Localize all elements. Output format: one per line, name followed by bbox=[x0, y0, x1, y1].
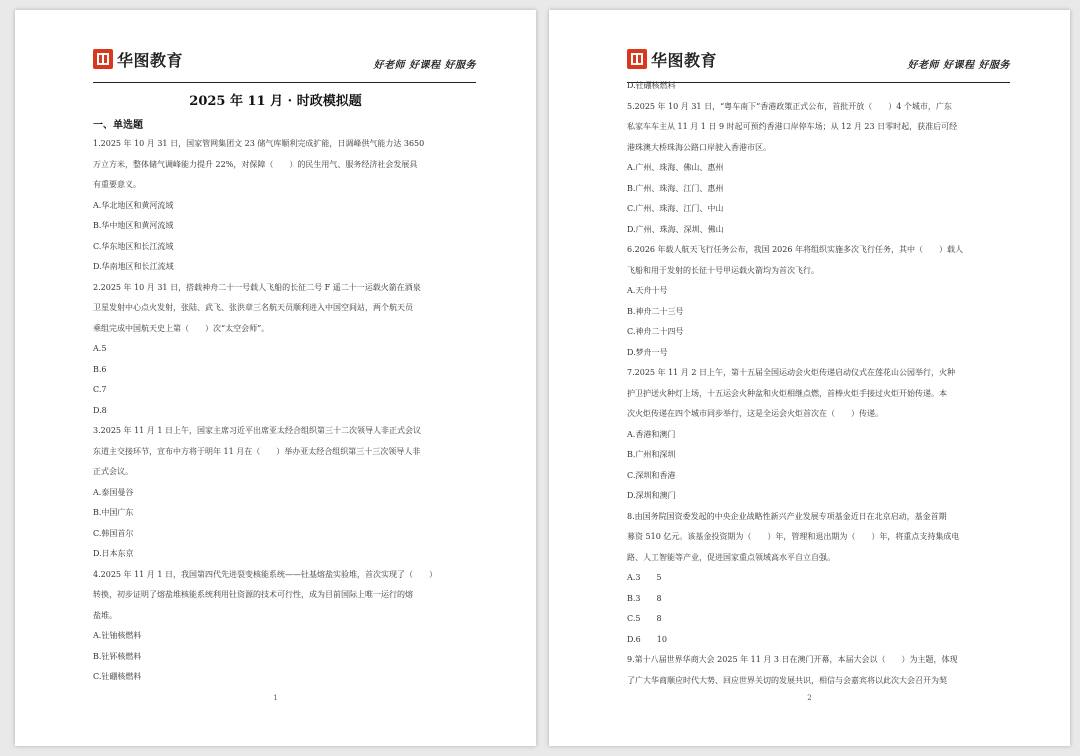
text-line: 9.第十八届世界华商大会 2025 年 11 月 3 日在澳门开幕，本届大会以（ ）为主题，体现 bbox=[627, 655, 958, 664]
page-number: 1 bbox=[273, 694, 278, 702]
text-line: A.钍铀核燃料 bbox=[93, 631, 142, 640]
text-line: D.8 bbox=[93, 405, 107, 415]
text-line: 有重要意义。 bbox=[93, 180, 141, 189]
text-line: D.深圳和澳门 bbox=[627, 491, 676, 500]
logo-text: 华图教育 bbox=[117, 50, 184, 70]
text-line: 港珠澳大桥珠海公路口岸驶入香港市区。 bbox=[627, 142, 771, 152]
text-line: 4.2025 年 11 月 1 日，我国第四代先进裂变核能系统——钍基熔盐实验堆，首次实现了（ ） bbox=[93, 569, 437, 579]
text-line: C.广州、珠海、江门、中山 bbox=[627, 204, 724, 213]
text-line: D.日本东京 bbox=[93, 549, 134, 558]
text-line: 募资 510 亿元。该基金投资期为（ ）年，管理和退出期为（ ）年，将重点支持集成电 bbox=[627, 532, 960, 541]
text-line: 转换，初步证明了熔盐堆核能系统利用钍资源的技术可行性，成为目前国际上唯一运行的熔 bbox=[93, 590, 413, 599]
text-line: 次火炬传递在四个城市同步举行，这是全运会火炬首次在（ ）传递。 bbox=[627, 409, 883, 418]
text-line: B.钍钚核燃料 bbox=[93, 651, 142, 661]
text-line: D.广州、珠海、深圳、佛山 bbox=[627, 224, 724, 234]
text-line: 7.2025 年 11 月 2 日上午，第十五届全国运动会火炬传递启动仪式在莲花山公园举行，火种 bbox=[627, 368, 955, 377]
text-line: 飞船和用于发射的长征十号甲运载火箭均为首次飞行。 bbox=[627, 265, 819, 275]
text-line: B.3 8 bbox=[627, 593, 662, 603]
text-line: 8.由国务院国资委发起的中央企业战略性新兴产业发展专项基金近日在北京启动，基金首期 bbox=[627, 511, 947, 521]
text-line: B.广州和深圳 bbox=[627, 450, 676, 459]
text-line: 东道主交接环节，宣布中方将于明年 11 月在（ ）举办亚太经合组织第三十三次领导人非 bbox=[93, 446, 421, 456]
text-line: 路、人工智能等产业，促进国家重点领域高水平自立自强。 bbox=[627, 552, 835, 562]
text-line: B.中国广东 bbox=[93, 508, 134, 517]
text-line: B.6 bbox=[93, 364, 107, 374]
document-page-2 bbox=[549, 10, 1070, 746]
text-line: C.韩国首尔 bbox=[93, 528, 134, 538]
text-line: B.华中地区和黄河流域 bbox=[93, 221, 174, 230]
text-line: C.深圳和香港 bbox=[627, 470, 676, 480]
logo-text: 华图教育 bbox=[651, 50, 718, 70]
text-line: A.3 5 bbox=[627, 573, 662, 582]
text-line: D.钍硼核燃料 bbox=[627, 81, 676, 90]
page-number: 2 bbox=[807, 694, 812, 702]
logo bbox=[627, 48, 717, 70]
text-line: D.梦舟一号 bbox=[627, 347, 668, 357]
text-line: B.广州、珠海、江门、惠州 bbox=[627, 183, 724, 193]
huatu-logo-icon bbox=[93, 49, 113, 69]
text-line: C.神舟二十四号 bbox=[627, 327, 684, 336]
text-line: C.7 bbox=[93, 385, 107, 394]
huatu-logo-icon bbox=[627, 49, 647, 69]
document-title: 2025 年 11 月 · 时政模拟题 bbox=[189, 94, 362, 109]
text-line: C.钍硼核燃料 bbox=[93, 672, 142, 681]
text-line: A.泰国曼谷 bbox=[93, 487, 134, 497]
text-line: 万立方米，整体储气调峰能力提升 22%，对保障（ ）的民生用气、服务经济社会发展具 bbox=[93, 159, 418, 169]
text-line: 5.2025 年 10 月 31 日，“粤车南下”香港政策正式公布，首批开放（ ）4 个城市，广东 bbox=[627, 101, 952, 111]
header-slogan: 好老师 好课程 好服务 bbox=[373, 60, 476, 71]
text-line: 乘组完成中国航天史上第（ ）次“太空会师”。 bbox=[93, 323, 270, 333]
text-line: 盐堆。 bbox=[93, 610, 117, 620]
text-line: A.5 bbox=[93, 344, 107, 353]
text-line: 3.2025 年 11 月 1 日上午，国家主席习近平出席亚太经合组织第三十二次领导人非正式会议 bbox=[93, 426, 421, 435]
page-content bbox=[627, 76, 1012, 691]
text-line: 私家车车主从 11 月 1 日 9 时起可预约香港口岸停车场；从 12 月 23 日零时起，获准后可经 bbox=[627, 122, 958, 131]
text-line: D.6 10 bbox=[627, 634, 667, 644]
header-slogan: 好老师 好课程 好服务 bbox=[907, 60, 1010, 71]
page-content bbox=[93, 134, 478, 688]
text-line: 卫星发射中心点火发射，张陆、武飞、张洪章三名航天员顺利进入中国空间站，两个航天员 bbox=[93, 303, 413, 312]
text-line: A.华北地区和黄河流域 bbox=[93, 200, 174, 210]
page-header bbox=[93, 46, 476, 83]
text-line: 2.2025 年 10 月 31 日，搭载神舟二十一号载人飞船的长征二号 F 遥二十一运载火箭在酒泉 bbox=[93, 282, 421, 292]
text-line: 正式会议。 bbox=[93, 467, 133, 476]
text-line: B.神舟二十三号 bbox=[627, 306, 684, 316]
text-line: C.华东地区和长江流域 bbox=[93, 241, 174, 251]
text-line: 了广大华商顺应时代大势、回应世界关切的发展共识，相信与会嘉宾将以此次大会召开为契 bbox=[627, 675, 947, 685]
text-line: A.香港和澳门 bbox=[627, 429, 676, 439]
text-line: C.5 8 bbox=[627, 614, 662, 623]
section-heading: 一、单选题 bbox=[93, 120, 143, 131]
document-page-1 bbox=[15, 10, 536, 746]
text-line: A.天舟十号 bbox=[627, 286, 668, 295]
text-line: 护卫护送火种灯上场，十五运会火种盆和火炬相继点燃，首棒火炬手接过火炬开始传递。本 bbox=[627, 388, 947, 398]
logo bbox=[93, 48, 183, 70]
text-line: A.广州、珠海、佛山、惠州 bbox=[627, 163, 724, 172]
text-line: 1.2025 年 10 月 31 日，国家管网集团文 23 储气库顺利完成扩能，日调峰供气能力达 3650 bbox=[93, 139, 425, 148]
text-line: 6.2026 年载人航天飞行任务公布，我国 2026 年将组织实施多次飞行任务，其中（ ）载人 bbox=[627, 245, 963, 254]
text-line: D.华南地区和长江流域 bbox=[93, 262, 174, 271]
